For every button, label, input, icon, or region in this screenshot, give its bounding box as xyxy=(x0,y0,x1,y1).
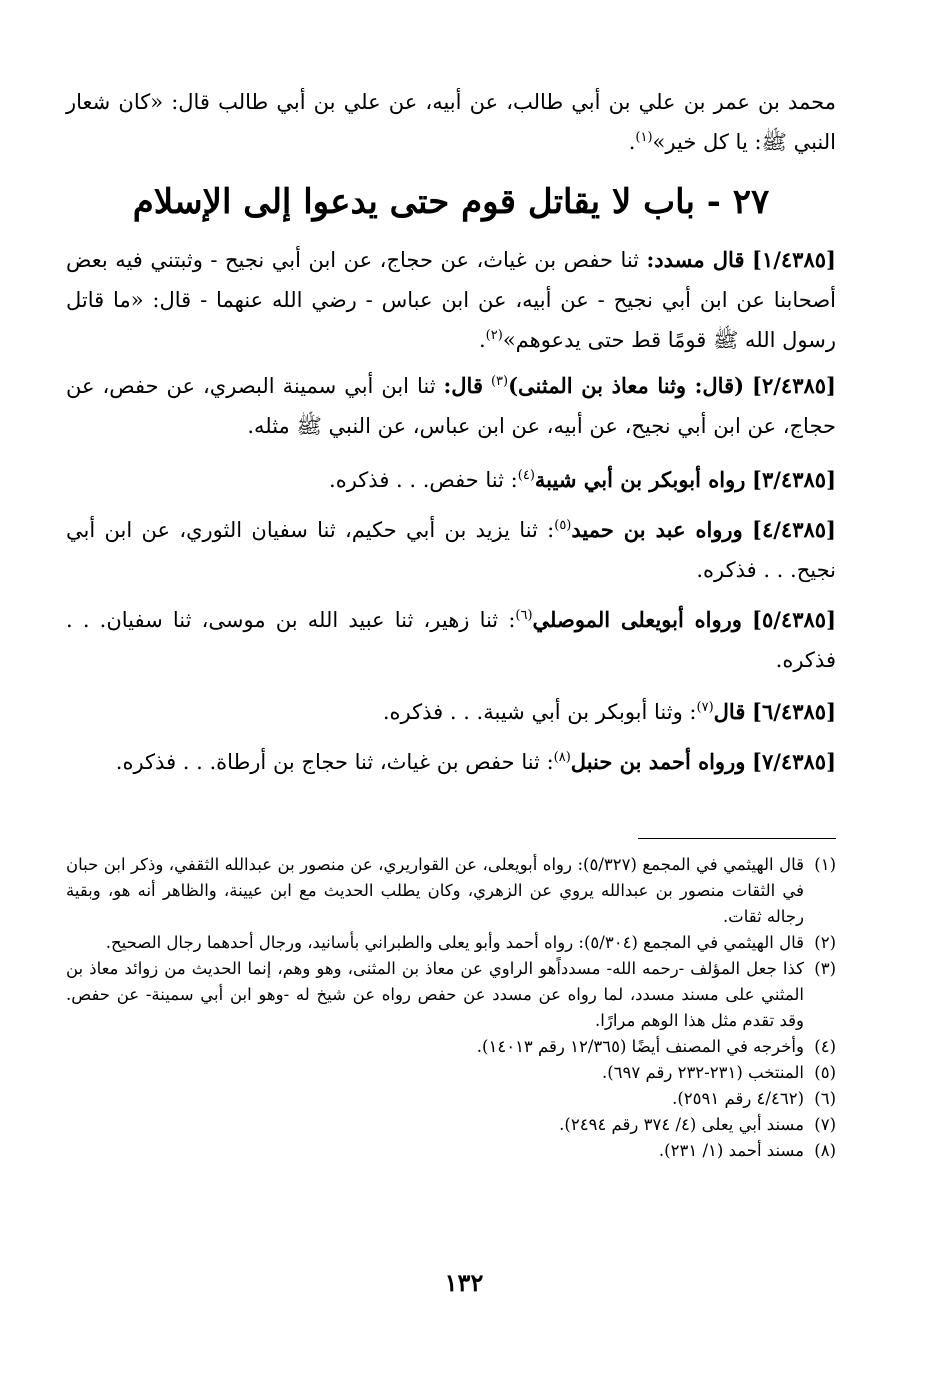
hadith-text: ثنا ابن أبي سمينة البصري، عن حفص، عن حجاج، عن ابن أبي نجيح، عن أبيه، عن ابن عباس، عن النبي ﷺ مثله. xyxy=(66,374,836,438)
footnote-text: مسند أبي يعلى (٤/ ٣٧٤ رقم ٢٤٩٤). xyxy=(559,1115,804,1134)
hadith-6 xyxy=(66,692,836,732)
footnote-number: (٤) xyxy=(814,1037,836,1056)
footnote-ref[interactable]: (٧) xyxy=(696,700,714,715)
footnote-1 xyxy=(66,852,836,930)
intro-paragraph xyxy=(66,82,836,162)
footnote-number: (٦) xyxy=(814,1089,836,1108)
hadith-end: . xyxy=(478,328,486,352)
footnote-8 xyxy=(66,1138,836,1164)
hadith-number: [٥/٤٣٨٥] xyxy=(752,607,836,632)
hadith-4 xyxy=(66,510,836,590)
footnote-7 xyxy=(66,1112,836,1138)
footnote-text: وأخرجه في المصنف أيضًا (١٢/٣٦٥ رقم ١٤٠١٣). xyxy=(476,1037,804,1056)
hadith-text: ثنا حفص بن غياث، عن حجاج، عن ابن أبي نجيح - وثبتني فيه بعض أصحابنا عن ابن أبي نجيح - عن أبيه، عن ابن عباس - رضي الله عنهما - قال: «ما قاتل رسول الله ﷺ قومًا قط حتى يدعوهم» xyxy=(66,248,836,352)
footnote-ref[interactable]: (٦) xyxy=(515,608,533,623)
footnote-number: (٢) xyxy=(814,933,836,952)
hadith-lead: قال مسدد: xyxy=(646,247,745,272)
footnote-ref[interactable]: (٤) xyxy=(517,468,535,483)
footnote-number: (١) xyxy=(814,855,836,874)
hadith-lead-2: قال: xyxy=(443,373,483,398)
footnote-3 xyxy=(66,956,836,1034)
hadith-number: [٧/٤٣٨٥] xyxy=(752,749,836,774)
hadith-text: : ثنا حفص بن غياث، ثنا حجاج بن أرطاة. . . فذكره. xyxy=(115,750,554,774)
footnote-2 xyxy=(66,930,836,956)
footnote-ref[interactable]: (٥) xyxy=(554,518,572,533)
footnote-6 xyxy=(66,1086,836,1112)
hadith-3 xyxy=(66,460,836,500)
footnote-text: قال الهيثمي في المجمع (٥/٣٢٧): رواه أبويعلى، عن القواريري، عن منصور بن عبدالله الثقفي، وذكر ابن حبان في الثقات منصور بن عبدالله يروي عن الزهري، وكان يطلب الحديث مع ابن عيينة، والظاهر أنه هو، وبقية رجاله ثقات. xyxy=(66,855,804,926)
footnote-number: (٧) xyxy=(814,1115,836,1134)
hadith-lead: ورواه أبويعلى الموصلي xyxy=(532,607,742,632)
hadith-lead: ورواه أحمد بن حنبل xyxy=(570,749,746,774)
footnote-text: المنتخب (٢٣١-٢٣٢ رقم ٦٩٧). xyxy=(601,1063,804,1082)
hadith-2 xyxy=(66,366,836,446)
footnote-number: (٣) xyxy=(814,959,836,978)
hadith-lead: (قال: وثنا معاذ بن المثنى) xyxy=(508,373,745,398)
footnote-number: (٥) xyxy=(814,1063,836,1082)
footnote-separator xyxy=(638,838,836,839)
chapter-title: ٢٧ - باب لا يقاتل قوم حتى يدعوا إلى الإسلام xyxy=(132,182,770,222)
hadith-text: : ثنا زهير، ثنا عبيد الله بن موسى، ثنا سفيان. . . فذكره. xyxy=(66,608,836,672)
hadith-text: : ثنا حفص. . . فذكره. xyxy=(329,468,518,492)
footnote-5 xyxy=(66,1060,836,1086)
hadith-lead: ورواه عبد بن حميد xyxy=(571,517,743,542)
intro-end: . xyxy=(628,130,636,154)
hadith-number: [١/٤٣٨٥] xyxy=(752,247,836,272)
footnote-ref[interactable]: (٨) xyxy=(553,750,571,765)
footnotes xyxy=(66,852,836,1164)
hadith-text: : وثنا أبوبكر بن أبي شيبة. . . فذكره. xyxy=(382,700,697,724)
hadith-lead: رواه أبوبكر بن أبي شيبة xyxy=(534,467,746,492)
hadith-7 xyxy=(66,742,836,782)
hadith-text: : ثنا يزيد بن أبي حكيم، ثنا سفيان الثوري، عن ابن أبي نجيح. . . فذكره. xyxy=(66,518,836,582)
footnote-4 xyxy=(66,1034,836,1060)
footnote-text: (٤/٤٦٢ رقم ٢٥٩١). xyxy=(672,1089,804,1108)
hadith-1 xyxy=(66,240,836,360)
hadith-number: [٢/٤٣٨٥] xyxy=(752,373,836,398)
footnote-number: (٨) xyxy=(814,1141,836,1160)
footnote-ref[interactable]: (١) xyxy=(635,130,653,145)
footnote-ref[interactable]: (٢) xyxy=(485,328,503,343)
hadith-number: [٣/٤٣٨٥] xyxy=(752,467,836,492)
hadith-number: [٦/٤٣٨٥] xyxy=(752,699,836,724)
footnote-text: مسند أحمد (١/ ٢٣١). xyxy=(658,1141,804,1160)
footnote-ref[interactable]: (٣) xyxy=(490,374,509,389)
intro-text: محمد بن عمر بن علي بن أبي طالب، عن أبيه، عن علي بن أبي طالب قال: «كان شعار النبي ﷺ: يا كل خير» xyxy=(66,90,836,154)
hadith-number: [٤/٤٣٨٥] xyxy=(752,517,836,542)
footnote-text: قال الهيثمي في المجمع (٥/٣٠٤): رواه أحمد وأبو يعلى والطبراني بأسانيد، ورجال أحدهما رجال الصحيح. xyxy=(105,933,804,952)
page-number: ١٣٢ xyxy=(444,1268,484,1297)
footnote-text: كذا جعل المؤلف -رحمه الله- مسدداًهو الراوي عن معاذ بن المثنى، وهو وهم، إنما الحديث من زوائد معاذ بن المثني على مسند مسدد، لما رواه عن مسدد عن حفص رواه عن شيخ له -وهو ابن أبي سمينة- عن حفص. وقد تقدم مثل هذا الوهم مرارًا. xyxy=(66,959,804,1030)
hadith-lead: قال xyxy=(713,699,746,724)
hadith-5 xyxy=(66,600,836,680)
